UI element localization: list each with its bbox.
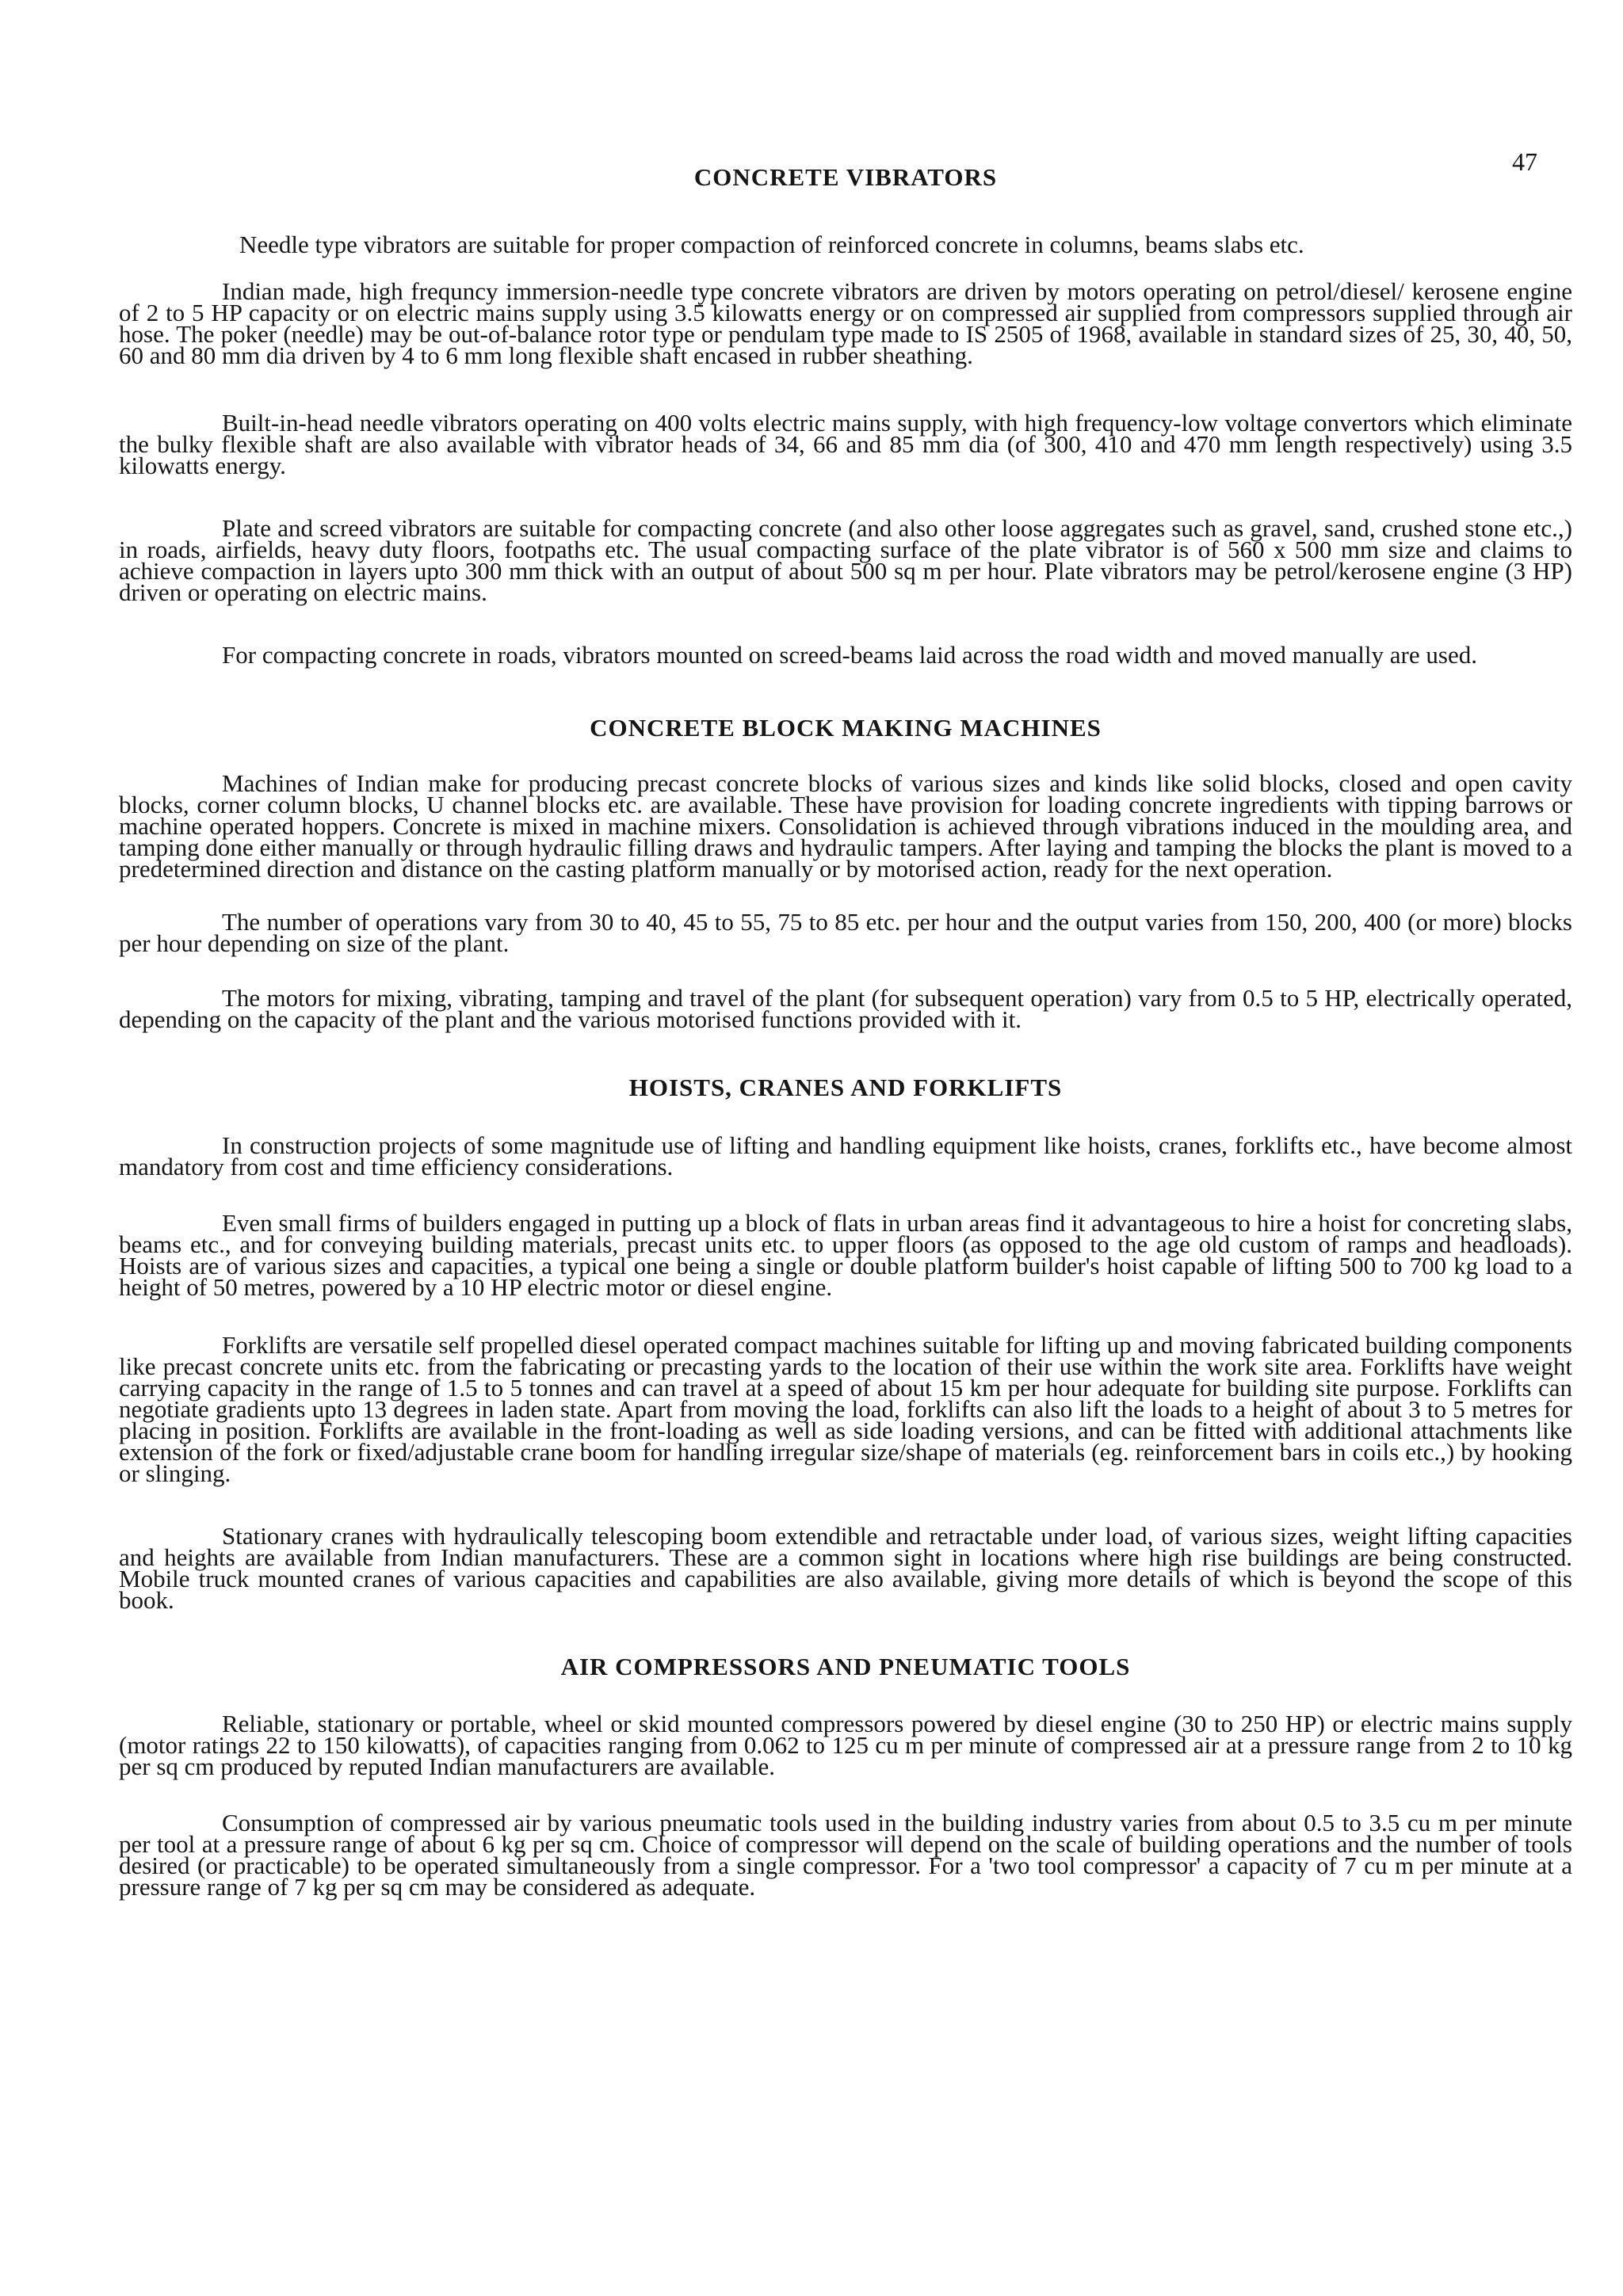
section-concrete-vibrators xyxy=(119,162,1572,669)
section-heading: HOISTS, CRANES AND FORKLIFTS xyxy=(628,1074,1063,1102)
paragraph: Forklifts are versatile self propelled diesel operated compact machines suitable for lifting up and moving fabricated building components like precast concrete units etc. from the fabricating or precasting yards to the location of their use within the work site area. Forklifts have weight carrying capacity in the range of 1.5 to 5 tonnes and can travel at a speed of about 15 km per hour adequate for building site purpose. Forklifts can negotiate gradients upto 13 degrees in laden state. Apart from moving the load, forklifts can also lift the loads to a height of about 3 to 5 metres for placing in position. Forklifts are available in the front-loading as well as side loading versions, and can be fitted with additional attachments like extension of the fork or fixed/adjustable crane boom for handling irregular size/shape of materials (eg. reinforcement bars in coils etc.,) by hooking or slinging. xyxy=(119,1330,1572,1487)
section-heading: CONCRETE BLOCK MAKING MACHINES xyxy=(590,714,1102,742)
paragraph: Indian made, high frequncy immersion-needle type concrete vibrators are driven by motors operating on petrol/diesel/ kerosene engine of 2 to 5 HP capacity or on electric mains supply using 3.5 kilowatts energy or on compressed air supplied from compressors supplied through air hose. The poker (needle) may be out-of-balance rotor type or pendulam type made to IS 2505 of 1968, available in standard sizes of 25, 30, 40, 50, 60 and 80 mm dia driven by 4 to 6 mm long flexible shaft encased in rubber sheathing. xyxy=(119,277,1572,370)
paragraph: Built-in-head needle vibrators operating on 400 volts electric mains supply, with high frequency-low voltage convertors which eliminate the bulky flexible shaft are also available with vibrator heads of 34, 66 and 85 mm dia (of 300, 410 and 470 mm length respectively) using 3.5 kilowatts energy. xyxy=(119,409,1572,480)
paragraph: Machines of Indian make for producing precast concrete blocks of various sizes and kinds like solid blocks, closed and open cavity blocks, corner column blocks, U channel blocks etc. are available. These have provision for loading concrete ingredients with tipping barrows or machine operated hoppers. Concrete is mixed in machine mixers. Consolidation is achieved through vibrations induced in the moulding area, and tamping done either manually or through hydraulic filling draws and hydraulic tampers. After laying and tamping the blocks the plant is moved to a predetermined direction and distance on the casting platform manually or by motorised action, ready for the next operation. xyxy=(119,769,1572,883)
page-number: 47 xyxy=(1512,147,1537,176)
paragraph: The number of operations vary from 30 to 40, 45 to 55, 75 to 85 etc. per hour and the output varies from 150, 200, 400 (or more) blocks per hour depending on size of the plant. xyxy=(119,908,1572,958)
section-heading: AIR COMPRESSORS AND PNEUMATIC TOOLS xyxy=(560,1652,1131,1680)
paragraph: Reliable, stationary or portable, wheel or skid mounted compressors powered by diesel engine (30 to 250 HP) or electric mains supply (motor ratings 22 to 150 kilowatts), of capacities ranging from 0.062 to 125 cu m per minute of compressed air at a pressure range from 2 to 10 kg per sq cm produced by reputed Indian manufacturers are available. xyxy=(119,1709,1572,1780)
paragraph: Even small firms of builders engaged in putting up a block of flats in urban areas find it advantageous to hire a hoist for concreting slabs, beams etc., and for conveying building materials, precast units etc. to upper floors (as opposed to the age old custom of ramps and headloads). Hoists are of various sizes and capacities, a typical one being a single or double platform builder's hoist capable of lifting 500 to 700 kg load to a height of 50 metres, powered by a 10 HP electric motor or diesel engine. xyxy=(119,1208,1572,1301)
page-body xyxy=(119,162,1572,1901)
paragraph: Needle type vibrators are suitable for proper compaction of reinforced concrete in columns, beams slabs etc. xyxy=(239,231,1304,259)
paragraph: The motors for mixing, vibrating, tamping and travel of the plant (for subsequent operation) vary from 0.5 to 5 HP, electrically operated, depending on the capacity of the plant and the various motorised functions provided with it. xyxy=(119,984,1572,1034)
paragraph: In construction projects of some magnitude use of lifting and handling equipment like hoists, cranes, forklifts etc., have become almost mandatory from cost and time efficiency considerations. xyxy=(119,1131,1572,1180)
section-hoists-cranes-forklifts xyxy=(119,1073,1572,1614)
paragraph: Plate and screed vibrators are suitable for compacting concrete (and also other loose aggregates such as gravel, sand, crushed stone etc.,) in roads, airfields, heavy duty floors, footpaths etc. The usual compacting surface of the plate vibrator is of 560 x 500 mm size and claims to achieve compaction in layers upto 300 mm thick with an output of about 500 sq m per hour. Plate vibrators may be petrol/kerosene engine (3 HP) driven or operating on electric mains. xyxy=(119,514,1572,607)
paragraph: Stationary cranes with hydraulically telescoping boom extendible and retractable under load, of various sizes, weight lifting capacities and heights are available from Indian manufacturers. These are a common sight in locations where high rise buildings are being constructed. Mobile truck mounted cranes of various capacities and capabilities are also available, giving more details of which is beyond the scope of this book. xyxy=(119,1521,1572,1614)
section-concrete-block-making-machines xyxy=(119,713,1572,1034)
paragraph: Consumption of compressed air by various pneumatic tools used in the building industry varies from about 0.5 to 3.5 cu m per minute per tool at a pressure range of about 6 kg per sq cm. Choice of compressor will depend on the scale of building operations and the number of tools desired (or practicable) to be operated simultaneously from a single compressor. For a 'two tool compressor' a capacity of 7 cu m per minute at a pressure range of 7 kg per sq cm may be considered as adequate. xyxy=(119,1808,1572,1901)
section-heading: CONCRETE VIBRATORS xyxy=(693,163,998,191)
paragraph: For compacting concrete in roads, vibrators mounted on screed-beams laid across the road width and moved manually are used. xyxy=(222,641,1477,669)
section-air-compressors-pneumatic-tools xyxy=(119,1652,1572,1901)
